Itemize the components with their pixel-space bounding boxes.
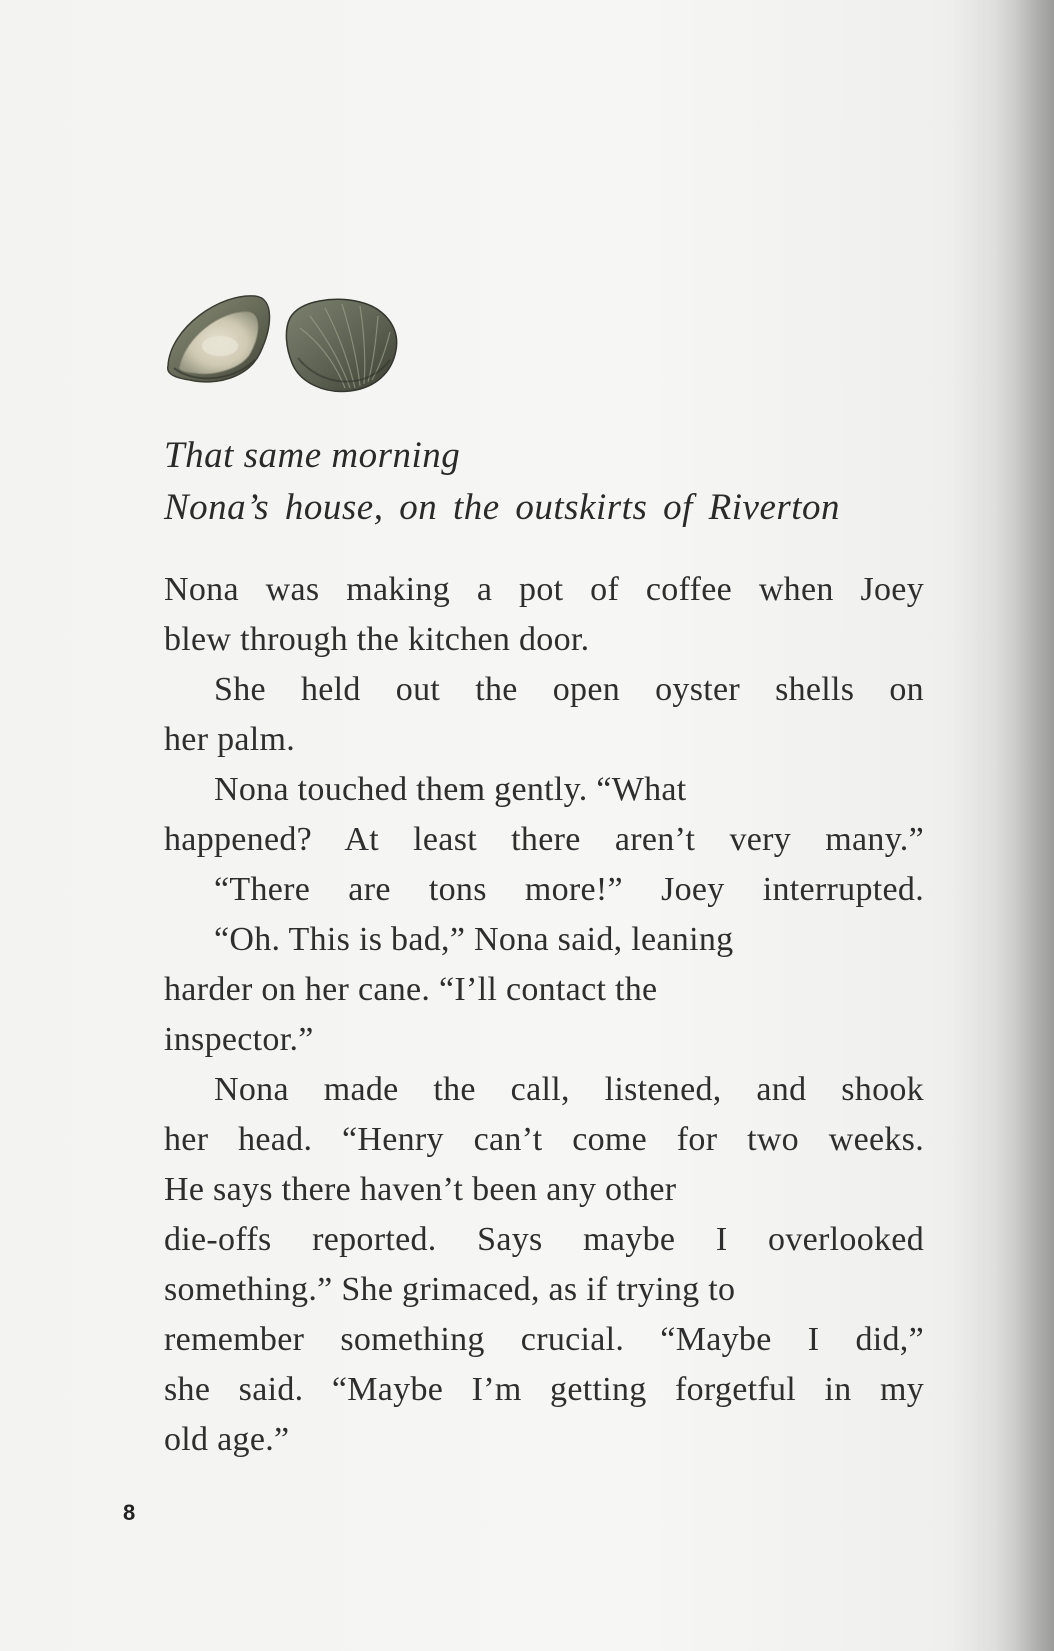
body-text (164, 565, 924, 1465)
chapter-heading (164, 430, 924, 534)
text-line: blew through the kitchen door. (164, 621, 590, 658)
closed-oyster-shell-icon (286, 299, 396, 391)
text-line: something.” She grimaced, as if trying to (164, 1271, 736, 1308)
oyster-shells-icon (160, 288, 420, 418)
text-line: happened? At least there aren’t very many.” (164, 821, 924, 858)
text-line: die-offs reported. Says maybe I overlooked (164, 1221, 924, 1258)
text-line: She held out the open oyster shells on (214, 671, 924, 708)
text-line: Nona touched them gently. “What (214, 771, 687, 808)
text-line: harder on her cane. “I’ll contact the (164, 971, 658, 1008)
heading-location-line: Nona’s house, on the outskirts of Riverton (164, 487, 841, 528)
text-line: “Oh. This is bad,” Nona said, leaning (214, 921, 734, 958)
page-number: 8 (123, 1500, 136, 1525)
text-line: Nona made the call, listened, and shook (214, 1071, 924, 1108)
open-oyster-shell-icon (168, 296, 270, 382)
text-line: her head. “Henry can’t come for two weeks. (164, 1121, 924, 1158)
text-line: “There are tons more!” Joey interrupted. (214, 871, 924, 908)
text-line: she said. “Maybe I’m getting forgetful in my (164, 1371, 924, 1408)
text-line: her palm. (164, 721, 296, 758)
text-line: He says there haven’t been any other (164, 1171, 677, 1208)
text-line: remember something crucial. “Maybe I did,” (164, 1321, 924, 1358)
text-line: old age.” (164, 1421, 290, 1458)
heading-time-line: That same morning (164, 435, 461, 476)
text-line: Nona was making a pot of coffee when Joey (164, 571, 924, 608)
text-line: inspector.” (164, 1021, 314, 1058)
page-gutter-shadow (994, 0, 1054, 1651)
